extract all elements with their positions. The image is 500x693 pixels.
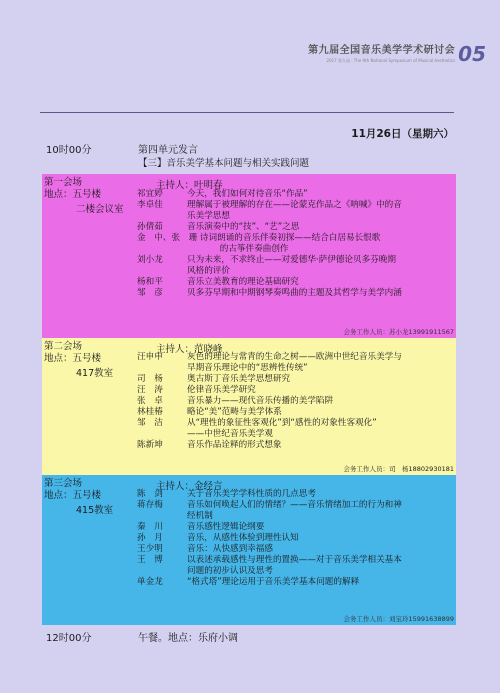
speaker-row [137, 544, 454, 555]
speaker-name: 司 杨 [137, 374, 163, 384]
page-header [308, 36, 486, 64]
speaker-name: 杨和平 [137, 277, 163, 287]
talk-title: 只为未来，不求终止——对爱德华·萨伊德论贝多芬晚期 [187, 255, 396, 265]
header-subtitle: 2017 第九届 · The 9th National Symposium of Musical Aesthetics [326, 58, 456, 63]
session-block-2 [42, 338, 456, 475]
talk-title: 乐美学思想 [187, 211, 230, 221]
speaker-name: 金 中、张 珊 [137, 233, 198, 243]
speaker-name: 孙 月 [137, 533, 163, 543]
speaker-name: 单金龙 [137, 577, 163, 587]
speaker-row [137, 222, 454, 233]
session-chair: 主持人：叶明春 [156, 180, 223, 191]
session-info [44, 341, 101, 365]
session-staff: 会务工作人员：苏小龙13991911567 [343, 328, 454, 336]
speaker-row [137, 566, 454, 577]
speaker-name: 张 卓 [137, 396, 163, 406]
talk-title: 今天，我们如何对待音乐“作品” [187, 189, 308, 199]
speaker-list [137, 189, 454, 299]
talk-title: ——中世纪音乐美学观 [187, 429, 273, 439]
speaker-row [137, 407, 454, 418]
speaker-name: 秦 川 [137, 522, 163, 532]
talk-title: 贝多芬早期和中期钢琴奏鸣曲的主题及其哲学与美学内涵 [187, 288, 402, 298]
session-info [44, 478, 101, 502]
talk-title: 音乐立美教育的理论基础研究 [187, 277, 299, 287]
session-label: 第二会场 [44, 341, 83, 352]
speaker-row [137, 189, 454, 200]
session-location: 地点：五号楼 [44, 353, 102, 364]
talk-title: 灰色的理论与常青的生命之树——欧洲中世纪音乐美学与 [187, 352, 402, 362]
speaker-row [137, 211, 454, 222]
speaker-name: 邹 洁 [137, 418, 163, 428]
talk-title: 伦律音乐美学研究 [187, 385, 256, 395]
unit-time: 10时00分 [46, 145, 92, 156]
speaker-row [137, 511, 454, 522]
talk-title: 关于音乐美学学科性质的几点思考 [187, 489, 316, 499]
speaker-row [137, 200, 454, 211]
talk-title: 音乐暴力——现代音乐传播的美学陷阱 [187, 396, 334, 406]
speaker-row [137, 418, 454, 429]
header-text [308, 41, 455, 64]
speaker-row [137, 233, 454, 244]
talk-title: 音乐，从感性体验到理性认知 [187, 533, 299, 543]
speaker-name: 陈新坤 [137, 440, 163, 450]
talk-title: 的古筝伴奏曲创作 [187, 244, 289, 254]
session-staff: 会务工作人员：刘宝玲15991638899 [343, 615, 454, 623]
session-block-3 [42, 475, 456, 625]
speaker-name [137, 244, 187, 255]
talk-title: 早期音乐理论中的“思辨性传统” [187, 363, 308, 373]
speaker-name: 刘小龙 [137, 255, 163, 265]
talk-title: 问题的初步认识及思考 [187, 566, 273, 576]
speaker-row [137, 555, 454, 566]
session-chair: 主持人：范晓峰 [156, 344, 223, 355]
speaker-row [137, 363, 454, 374]
speaker-name: 李卓佳 [137, 200, 163, 210]
speaker-row [137, 429, 454, 440]
session-label: 第一会场 [44, 177, 83, 188]
speaker-row [137, 277, 454, 288]
talk-title: 从“理性的象征性客观化”到“感性的对象性客观化” [187, 418, 377, 428]
talk-title: 经机制 [187, 511, 213, 521]
speaker-row [137, 266, 454, 277]
session-room: 417教室 [76, 368, 114, 379]
session-label: 第三会场 [44, 478, 83, 489]
speaker-name [137, 211, 187, 222]
speaker-row [137, 440, 454, 451]
speaker-name: 汪申申 [137, 352, 163, 362]
speaker-name: 祁宜婷 [137, 189, 163, 199]
talk-title: 音乐演奏中的“技”、“艺”之思 [187, 222, 300, 232]
speaker-row [137, 522, 454, 533]
speaker-row [137, 500, 454, 511]
session-location: 地点：五号楼 [44, 189, 102, 200]
lunch-time: 12时00分 [46, 633, 92, 644]
talk-title: 音乐如何唤起人们的情绪？——音乐情绪加工的行为和神 [187, 500, 402, 510]
page-number: 05 [458, 42, 486, 66]
talk-title: 音乐作品诠释的形式想象 [187, 440, 282, 450]
speaker-name: 王少明 [137, 544, 163, 554]
session-room: 二楼会议室 [76, 204, 124, 215]
lunch-info: 午餐。地点：乐府小调 [138, 633, 238, 644]
talk-title: 音乐感性逻辑论纲要 [187, 522, 265, 532]
session-block-1 [42, 174, 456, 338]
speaker-row [137, 577, 454, 588]
session-info [44, 177, 101, 201]
talk-title: 音乐：从快感到幸福感 [187, 544, 273, 554]
speaker-name: 邹 彦 [137, 288, 163, 298]
header-title: 第九届全国音乐美学学术研讨会 [308, 45, 456, 56]
speaker-name: 孙倩茹 [137, 222, 163, 232]
session-chair: 主持人：金经言 [156, 481, 223, 492]
speaker-name [137, 566, 187, 577]
talk-title: “格式塔”理论运用于音乐美学基本问题的解释 [187, 577, 360, 587]
unit-title: 第四单元发言 [138, 145, 198, 156]
speaker-row [137, 374, 454, 385]
speaker-name [137, 266, 187, 277]
speaker-name: 王 博 [137, 555, 163, 565]
talk-title: 理解属于被理解的存在——论蒙克作品之《呐喊》中的音 [187, 200, 402, 210]
speaker-row [137, 533, 454, 544]
speaker-name [137, 429, 187, 440]
talk-title: 风格的评价 [187, 266, 230, 276]
session-location: 地点：五号楼 [44, 490, 102, 501]
header-divider [40, 112, 454, 113]
speaker-list [137, 352, 454, 451]
speaker-row [137, 288, 454, 299]
speaker-row [137, 489, 454, 500]
speaker-name: 陈 剑 [137, 489, 163, 499]
speaker-row [137, 244, 454, 255]
speaker-row [137, 255, 454, 266]
session-room: 415教室 [76, 505, 114, 516]
speaker-name: 林桂椿 [137, 407, 163, 417]
speaker-name: 汪 涛 [137, 385, 163, 395]
speaker-name [137, 363, 187, 374]
schedule-date: 11月26日（星期六） [351, 128, 454, 140]
talk-title: 诗词朗诵的音乐伴奏初探——结合白居易长恨歌 [197, 233, 381, 243]
unit-subtitle: 【三】音乐美学基本问题与相关实践问题 [138, 158, 310, 169]
speaker-row [137, 352, 454, 363]
speaker-row [137, 385, 454, 396]
talk-title: 以表述承载感性与理性的置换——对于音乐美学相关基本 [187, 555, 402, 565]
speaker-row [137, 396, 454, 407]
session-staff: 会务工作人员：司 杨18802930181 [343, 465, 454, 473]
speaker-list [137, 489, 454, 588]
speaker-name [137, 511, 187, 522]
talk-title: 略论“美”范畴与美学体系 [187, 407, 282, 417]
talk-title: 奥古斯丁音乐美学思想研究 [187, 374, 291, 384]
speaker-name: 蒋存梅 [137, 500, 163, 510]
